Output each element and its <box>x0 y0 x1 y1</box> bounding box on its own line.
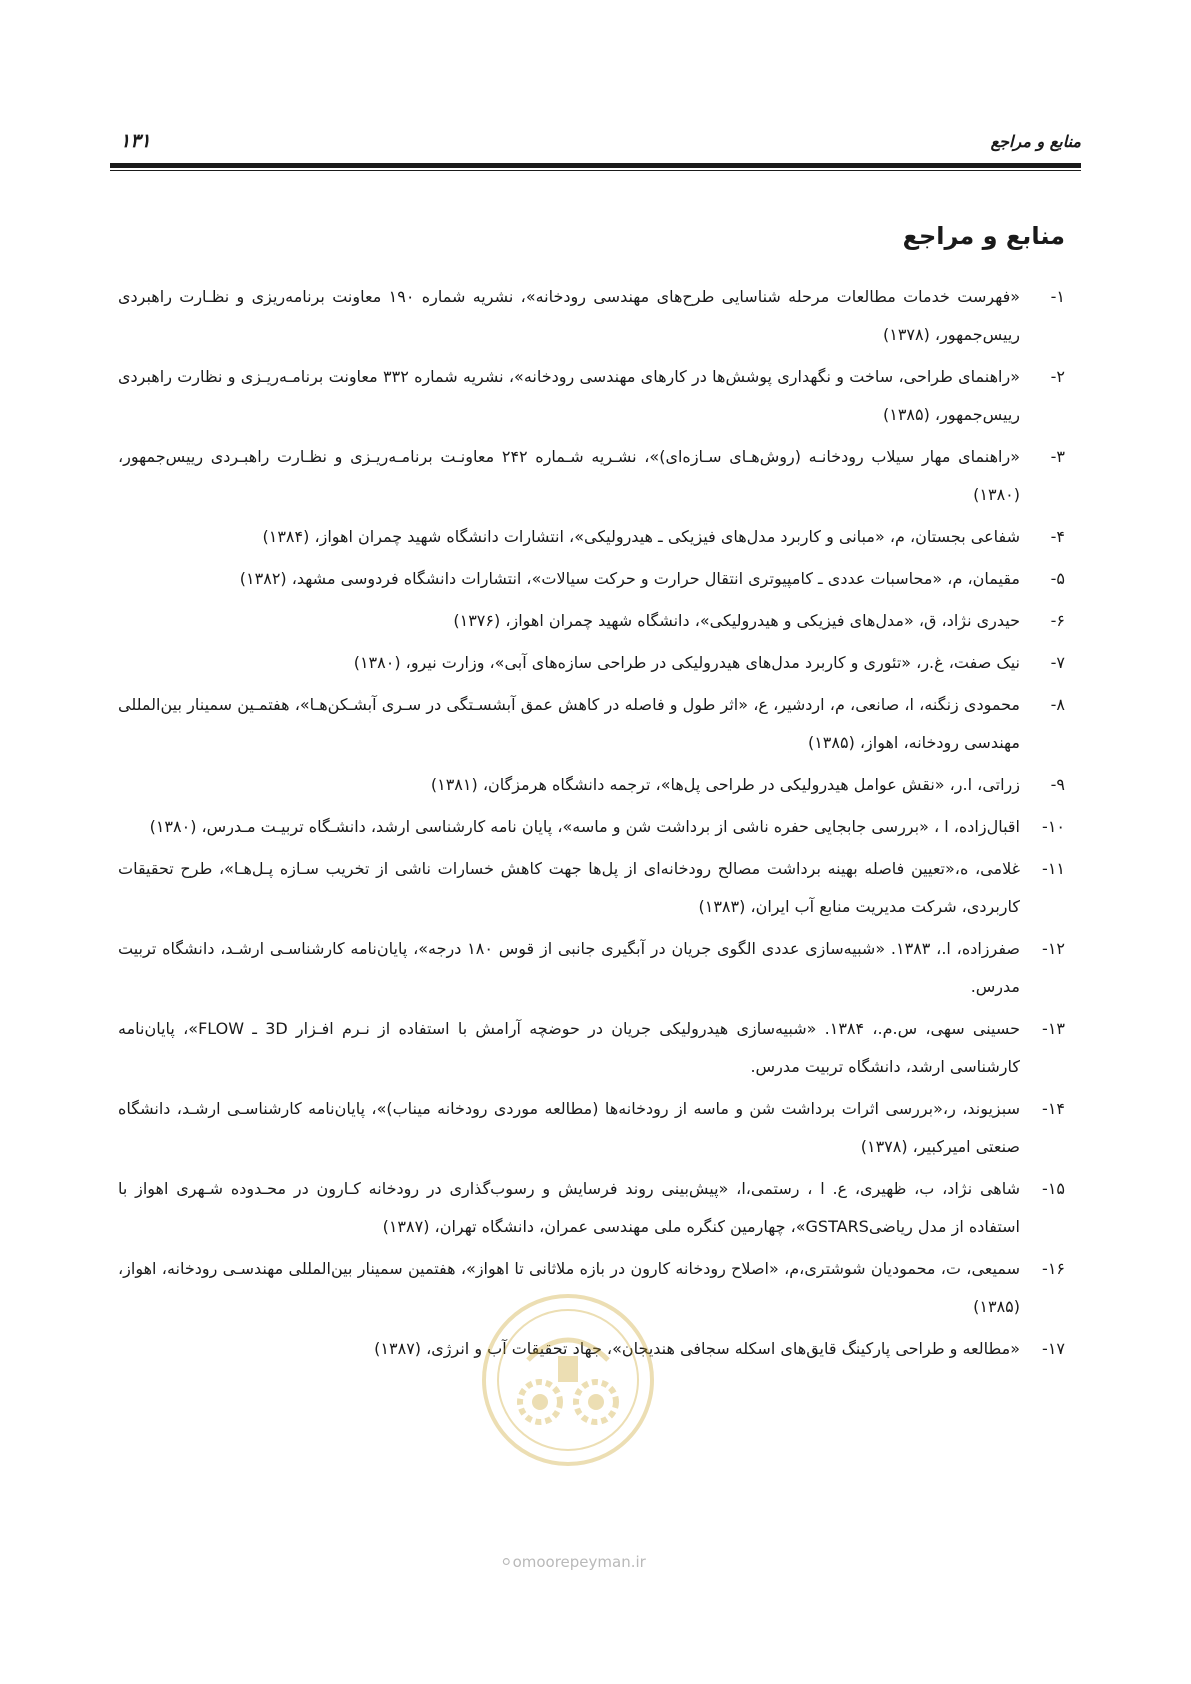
reference-item <box>118 602 1065 640</box>
reference-number: ۱۶- <box>1042 1259 1065 1278</box>
reference-item <box>118 1330 1065 1368</box>
reference-item <box>118 560 1065 598</box>
reference-item <box>118 850 1065 926</box>
reference-number: ۱۵- <box>1042 1179 1065 1198</box>
watermark-url-text: omoorepeyman.ir <box>512 1553 646 1571</box>
reference-number: ۷- <box>1050 653 1065 672</box>
reference-item <box>118 1090 1065 1166</box>
reference-number: ۸- <box>1050 695 1065 714</box>
reference-text: مقیمان، م، «محاسبات عددی ـ کامپیوتری انتقال حرارت و حرکت سیالات»، انتشارات دانشگاه فردوسی مشهد، (۱۳۸۲) <box>239 569 1020 588</box>
reference-number: ۱۳- <box>1042 1019 1065 1038</box>
watermark-url <box>500 1553 646 1571</box>
reference-text: «راهنمای مهار سیلاب رودخانـه (روش‌هـای سـازه‌ای)»، نشـریه شـماره ۲۴۲ معاونـت برنامـه‌ریـزی و نظـارت راهبـردی رییس‌جمهور، (۱۳۸۰) <box>118 447 1021 504</box>
running-title: منابع و مراجع <box>990 132 1081 151</box>
reference-number: ۲- <box>1050 367 1065 386</box>
reference-text: محمودی زنگنه، ا، صانعی، م، اردشیر، ع، «اثر طول و فاصله در کاهش عمق آبشسـتگی در سـری آبشـکن‌هـا»، هفتمـین سمینار بین‌المللی مهندسی رودخانه، اهواز، (۱۳۸۵) <box>118 695 1020 752</box>
running-header <box>110 132 1081 162</box>
reference-number: ۱۴- <box>1042 1099 1065 1118</box>
section-title: منابع و مراجع <box>902 222 1065 250</box>
reference-number: ۱۱- <box>1042 859 1065 878</box>
reference-text: اقبال‌زاده، ا ، «بررسی جابجایی حفره ناشی از برداشت شن و ماسه»، پایان نامه کارشناسی ارشد، دانشـگاه تربیـت مـدرس، (۱۳۸۰) <box>149 817 1020 836</box>
reference-text: «مطالعه و طراحی پارکینگ قایق‌های اسکله سجافی هندیجان»، جهاد تحقیقات آب و انرژی، (۱۳۸۷) <box>374 1339 1020 1358</box>
page-number: ۱۳۱ <box>120 130 151 152</box>
reference-list <box>118 278 1065 1372</box>
reference-number: ۴- <box>1050 527 1065 546</box>
reference-number: ۱۷- <box>1042 1339 1065 1358</box>
reference-text: سمیعی، ت، محمودیان شوشتری،م، «اصلاح رودخانه کارون در بازه ملاثانی تا اهواز»، هفتمین سمینار بین‌المللی مهندسـی رودخانه، اهواز، (۱۳۸۵) <box>118 1259 1020 1316</box>
reference-text: «فهرست خدمات مطالعات مرحله شناسایی طرح‌های مهندسی رودخانه»، نشریه شماره ۱۹۰ معاونت برنامه‌ریزی و نظـارت راهبردی رییس‌جمهور، (۱۳۷۸) <box>118 287 1021 344</box>
header-rule-thick <box>110 163 1081 168</box>
reference-item <box>118 518 1065 556</box>
reference-text: شفاعی بجستان، م، «مبانی و کاربرد مدل‌های فیزیکی ـ هیدرولیکی»، انتشارات دانشگاه شهید چمران اهواز، (۱۳۸۴) <box>262 527 1020 546</box>
reference-item <box>118 644 1065 682</box>
reference-item <box>118 1010 1065 1086</box>
reference-number: ۱۰- <box>1042 817 1065 836</box>
reference-number: ۶- <box>1050 611 1065 630</box>
reference-item <box>118 766 1065 804</box>
reference-item <box>118 278 1065 354</box>
reference-item <box>118 686 1065 762</box>
reference-text: سبزیوند، ر،«بررسی اثرات برداشت شن و ماسه از رودخانه‌ها (مطالعه موردی رودخانه میناب)»، پایان‌نامه کارشناسـی ارشـد، دانشگاه صنعتی امیرکبیر، (۱۳۷۸) <box>118 1099 1020 1156</box>
reference-item <box>118 930 1065 1006</box>
reference-number: ۹- <box>1050 775 1065 794</box>
reference-item <box>118 1250 1065 1326</box>
reference-text: شاهی نژاد، ب، ظهیری، ع. ا ، رستمی،ا، «پیش‌بینی روند فرسایش و رسوب‌گذاری در رودخانه کـارون در محـدوده شـهری اهواز با استفاده از مدل ریاضیGSTARS»، چهارمین کنگره ملی مهندسی عمران، دانشگاه تهران، (۱۳۸۷) <box>118 1179 1020 1236</box>
reference-number: ۳- <box>1050 447 1065 466</box>
watermark-globe-icon: ⚪ <box>500 1553 513 1571</box>
reference-text: «راهنمای طراحی، ساخت و نگهداری پوشش‌ها در کارهای مهندسی رودخانه»، نشریه شماره ۳۳۲ معاونت برنامـه‌ریـزی و نظارت راهبردی رییس‌جمهور، (۱۳۸۵) <box>118 367 1021 424</box>
reference-item <box>118 808 1065 846</box>
reference-number: ۱۲- <box>1042 939 1065 958</box>
header-rule-thin <box>110 170 1081 171</box>
reference-text: غلامی، ه،«تعیین فاصله بهینه برداشت مصالح رودخانه‌ای از پل‌ها جهت کاهش خسارات ناشی از تخریب سـازه پـل‌هـا»، طرح تحقیقات کاربردی، شرکت مدیریت منابع آب ایران، (۱۳۸۳) <box>118 859 1020 916</box>
reference-item <box>118 1170 1065 1246</box>
reference-item <box>118 358 1065 434</box>
reference-text: زراتی، ا.ر، «نقش عوامل هیدرولیکی در طراحی پل‌ها»، ترجمه دانشگاه هرمزگان، (۱۳۸۱) <box>430 775 1020 794</box>
reference-text: حیدری نژاد، ق، «مدل‌های فیزیکی و هیدرولیکی»، دانشگاه شهید چمران اهواز، (۱۳۷۶) <box>453 611 1020 630</box>
reference-number: ۵- <box>1050 569 1065 588</box>
reference-text: حسینی سهی، س.م.، ۱۳۸۴. «شبیه‌سازی هیدرولیکی جریان در حوضچه آرامش با استفاده از نـرم افـزار 3D ـ FLOW»، پایان‌نامه کارشناسی ارشد، دانشگاه تربیت مدرس. <box>118 1019 1021 1076</box>
reference-item <box>118 438 1065 514</box>
reference-text: نیک صفت، غ.ر، «تئوری و کاربرد مدل‌های هیدرولیکی در طراحی سازه‌های آبی»، وزارت نیرو، (۱۳۸۰) <box>353 653 1020 672</box>
reference-number: ۱- <box>1050 287 1065 306</box>
reference-text: صفرزاده، ا.، ۱۳۸۳. «شبیه‌سازی عددی الگوی جریان در آبگیری جانبی از قوس ۱۸۰ درجه»، پایان‌نامه کارشناسـی ارشـد، دانشگاه تربیت مدرس. <box>118 939 1021 996</box>
